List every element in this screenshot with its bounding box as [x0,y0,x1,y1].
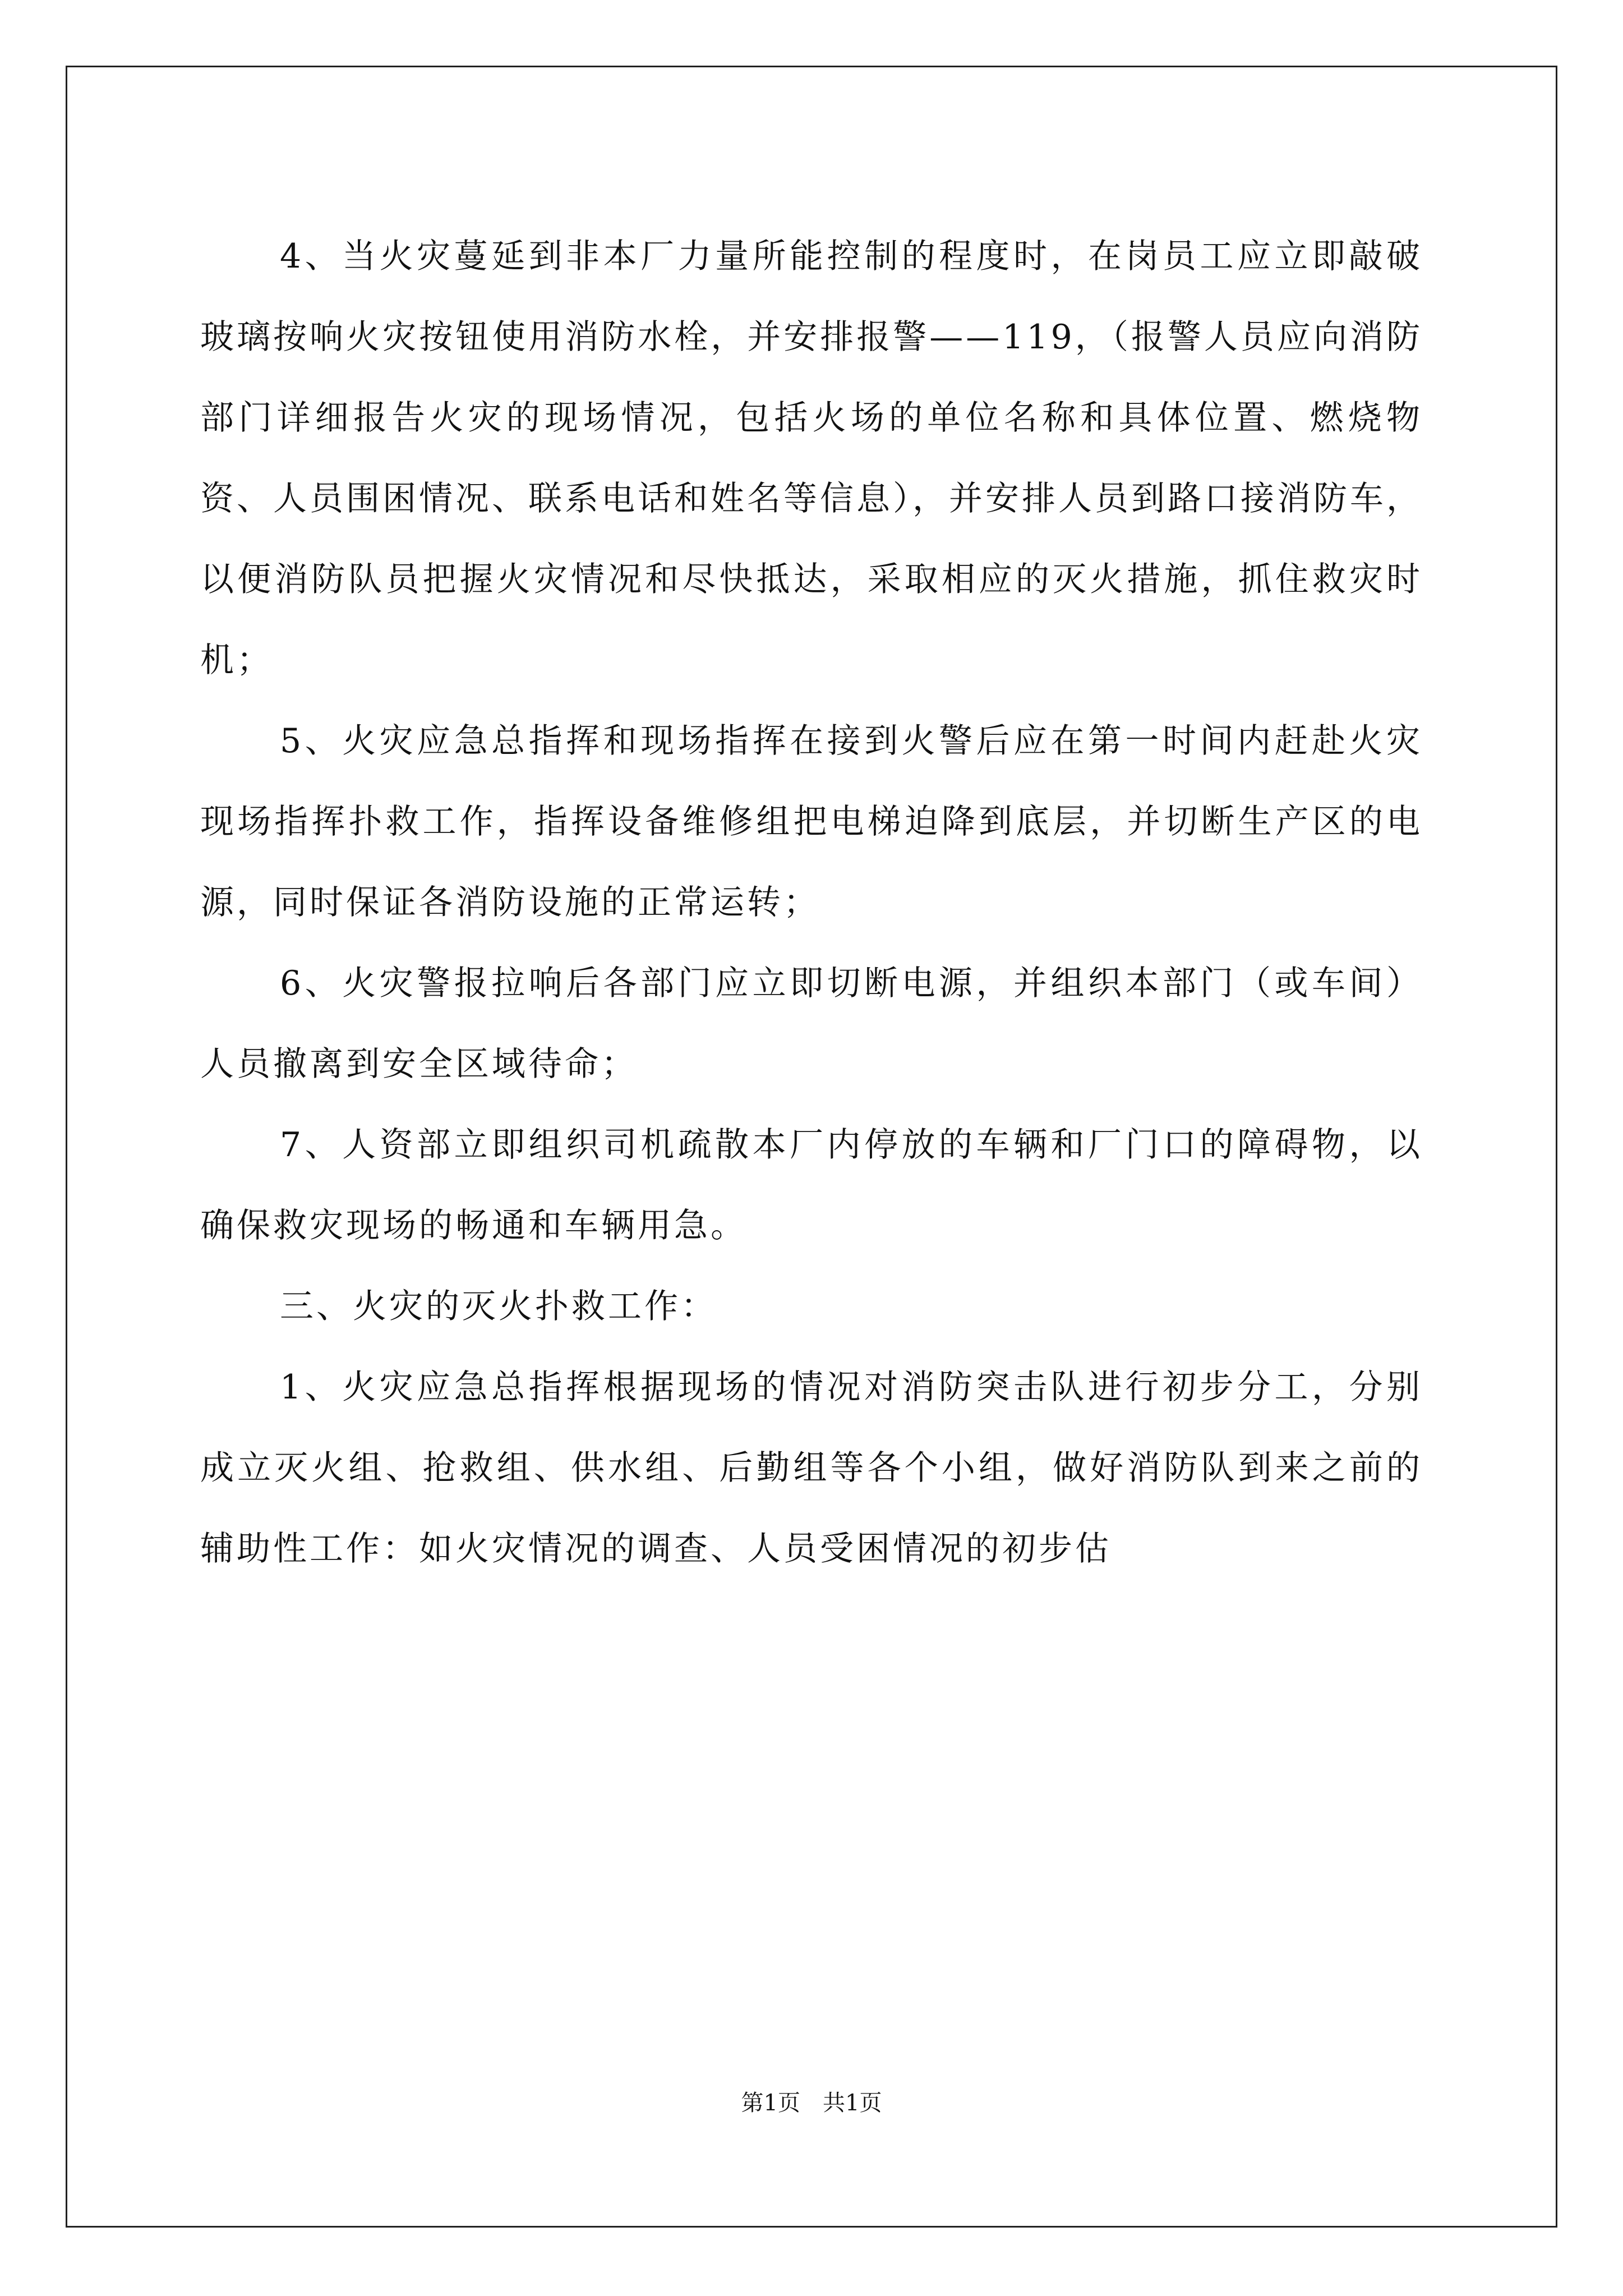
paragraph-item-5: 5、火灾应急总指挥和现场指挥在接到火警后应在第一时间内赶赴火灾现场指挥扑救工作，指挥设备维修组把电梯迫降到底层，并切断生产区的电源，同时保证各消防设施的正常运转； [200,721,1423,922]
paragraph-item-7: 7、人资部立即组织司机疏散本厂内停放的车辆和厂门口的障碍物，以确保救灾现场的畅通和车辆用急。 [200,1125,1423,1245]
section-heading: 三、火灾的灭火扑救工作： [280,1287,717,1326]
paragraph-item-6: 6、火灾警报拉响后各部门应立即切断电源，并组织本部门（或车间）人员撤离到安全区域待命； [200,964,1423,1084]
paragraph-item-1: 1、火灾应急总指挥根据现场的情况对消防突击队进行初步分工，分别成立灭火组、抢救组、供水组、后勤组等各个小组，做好消防队到来之前的辅助性工作：如火灾情况的调查、人员受困情况的初步估 [200,1368,1423,1568]
page-footer: 第1页 共1页 [741,2090,882,2116]
document-body [200,216,1423,1589]
paragraph-item-4: 4、当火灾蔓延到非本厂力量所能控制的程度时，在岗员工应立即敲破玻璃按响火灾按钮使用消防水栓，并安排报警——119，（报警人员应向消防部门详细报告火灾的现场情况，包括火场的单位名称和具体位置、燃烧物资、人员围困情况、联系电话和姓名等信息），并安排人员到路口接消防车，以便消防队员把握火灾情况和尽快抵达，采取相应的灭火措施，抓住救灾时机； [200,237,1423,680]
